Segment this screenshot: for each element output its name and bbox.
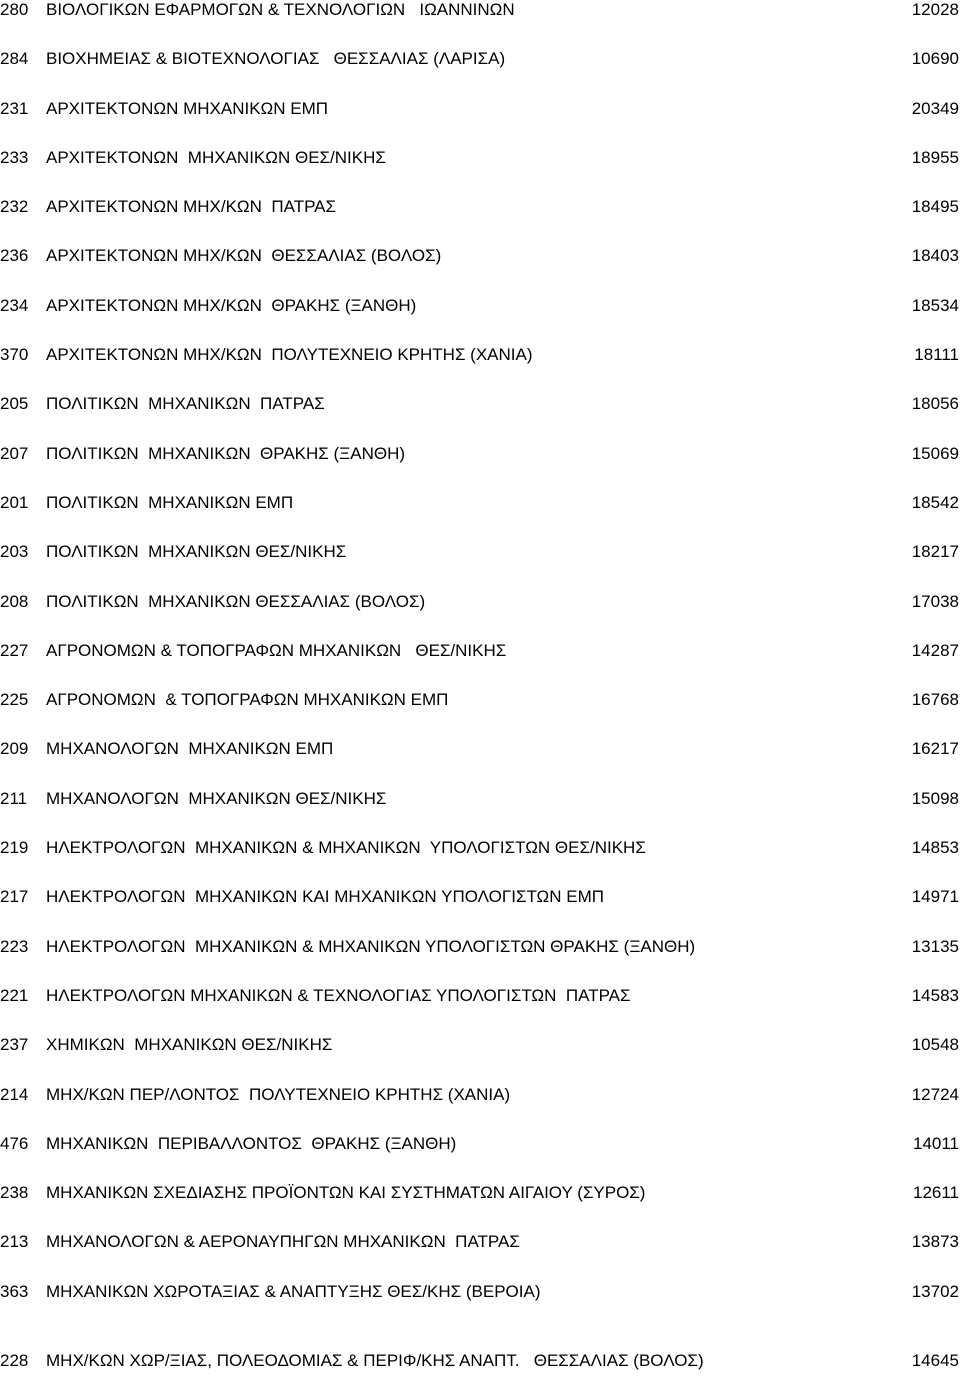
department-code: 203 <box>0 542 29 562</box>
department-name: ΑΡΧΙΤΕΚΤΟΝΩΝ ΜΗΧΑΝΙΚΩΝ ΕΜΠ <box>46 98 329 118</box>
department-name: ΜΗΧΑΝΟΛΟΓΩΝ & ΑΕΡΟΝΑΥΠΗΓΩΝ ΜΗΧΑΝΙΚΩΝ ΠΑΤΡΑΣ <box>46 1232 520 1252</box>
department-code: 237 <box>0 1035 29 1055</box>
table-row <box>0 1183 960 1232</box>
department-name: ΗΛΕΚΤΡΟΛΟΓΩΝ ΜΗΧΑΝΙΚΩΝ ΚΑΙ ΜΗΧΑΝΙΚΩΝ ΥΠΟΛΟΓΙΣΤΩΝ ΕΜΠ <box>46 887 605 907</box>
department-score: 18534 <box>911 295 959 315</box>
department-score: 14645 <box>911 1351 959 1371</box>
table-row <box>0 99 960 148</box>
department-score: 18403 <box>911 246 959 266</box>
department-code: 280 <box>0 0 29 19</box>
department-score: 14853 <box>911 838 959 858</box>
table-row <box>0 986 960 1035</box>
department-code: 214 <box>0 1084 29 1104</box>
department-score: 14971 <box>911 887 959 907</box>
table-row <box>0 789 960 838</box>
department-code: 476 <box>0 1133 29 1153</box>
department-code: 363 <box>0 1281 29 1301</box>
department-code: 209 <box>0 739 29 759</box>
department-score: 12611 <box>912 1183 959 1203</box>
department-name: ΧΗΜΙΚΩΝ ΜΗΧΑΝΙΚΩΝ ΘΕΣ/ΝΙΚΗΣ <box>46 1035 333 1055</box>
department-score: 18217 <box>911 542 959 562</box>
table-row <box>0 49 960 98</box>
department-score: 13135 <box>911 936 959 956</box>
table-row <box>0 1085 960 1134</box>
table-row <box>0 444 960 493</box>
department-code: 238 <box>0 1183 29 1203</box>
table-row <box>0 542 960 591</box>
department-code: 234 <box>0 295 29 315</box>
department-code: 233 <box>0 147 29 167</box>
department-score: 18542 <box>911 492 959 512</box>
department-score: 14583 <box>911 985 959 1005</box>
department-score: 10548 <box>911 1035 959 1055</box>
department-score: 17038 <box>911 591 959 611</box>
department-name: ΠΟΛΙΤΙΚΩΝ ΜΗΧΑΝΙΚΩΝ ΠΑΤΡΑΣ <box>46 394 325 414</box>
table-row <box>0 246 960 295</box>
department-name: ΑΡΧΙΤΕΚΤΟΝΩΝ ΜΗΧ/ΚΩΝ ΠΟΛΥΤΕΧΝΕΙΟ ΚΡΗΤΗΣ (ΧΑΝΙΑ) <box>46 345 533 365</box>
department-name: ΑΡΧΙΤΕΚΤΟΝΩΝ ΜΗΧ/ΚΩΝ ΘΡΑΚΗΣ (ΞΑΝΘΗ) <box>46 295 417 315</box>
table-row <box>0 1282 960 1331</box>
department-code: 221 <box>0 985 29 1005</box>
table-row <box>0 148 960 197</box>
department-code: 223 <box>0 936 29 956</box>
table-row <box>0 394 960 443</box>
table-row <box>0 739 960 788</box>
department-name: ΜΗΧ/ΚΩΝ ΠΕΡ/ΛΟΝΤΟΣ ΠΟΛΥΤΕΧΝΕΙΟ ΚΡΗΤΗΣ (ΧΑΝΙΑ) <box>46 1084 511 1104</box>
department-name: ΑΡΧΙΤΕΚΤΟΝΩΝ ΜΗΧ/ΚΩΝ ΘΕΣΣΑΛΙΑΣ (ΒΟΛΟΣ) <box>46 246 442 266</box>
department-score: 15098 <box>911 788 959 808</box>
table-row <box>0 1035 960 1084</box>
department-name: ΗΛΕΚΤΡΟΛΟΓΩΝ ΜΗΧΑΝΙΚΩΝ & ΜΗΧΑΝΙΚΩΝ ΥΠΟΛΟΓΙΣΤΩΝ ΘΕΣ/ΝΙΚΗΣ <box>46 838 646 858</box>
department-code: 232 <box>0 197 29 217</box>
table-row <box>0 592 960 641</box>
department-name: ΠΟΛΙΤΙΚΩΝ ΜΗΧΑΝΙΚΩΝ ΕΜΠ <box>46 492 294 512</box>
department-score: 18495 <box>911 197 959 217</box>
department-score: 16768 <box>911 690 959 710</box>
department-code: 219 <box>0 838 29 858</box>
department-name: ΗΛΕΚΤΡΟΛΟΓΩΝ ΜΗΧΑΝΙΚΩΝ & ΤΕΧΝΟΛΟΓΙΑΣ ΥΠΟΛΟΓΙΣΤΩΝ ΠΑΤΡΑΣ <box>46 985 631 1005</box>
table-row <box>0 641 960 690</box>
department-name: ΜΗΧΑΝΙΚΩΝ ΣΧΕΔΙΑΣΗΣ ΠΡΟΪΟΝΤΩΝ ΚΑΙ ΣΥΣΤΗΜΑΤΩΝ ΑΙΓΑΙΟΥ (ΣΥΡΟΣ) <box>46 1183 646 1203</box>
department-code: 217 <box>0 887 29 907</box>
table-row <box>0 838 960 887</box>
department-code: 284 <box>0 49 29 69</box>
department-code: 207 <box>0 443 29 463</box>
department-name: ΠΟΛΙΤΙΚΩΝ ΜΗΧΑΝΙΚΩΝ ΘΕΣΣΑΛΙΑΣ (ΒΟΛΟΣ) <box>46 591 426 611</box>
department-score: 10690 <box>911 49 959 69</box>
department-score: 13702 <box>911 1281 959 1301</box>
department-name: ΑΡΧΙΤΕΚΤΟΝΩΝ ΜΗΧ/ΚΩΝ ΠΑΤΡΑΣ <box>46 197 337 217</box>
department-code: 231 <box>0 98 29 118</box>
table-row <box>0 937 960 986</box>
department-score: 16217 <box>911 739 959 759</box>
table-row <box>0 197 960 246</box>
table-row <box>0 0 960 49</box>
department-name: ΒΙΟΧΗΜΕΙΑΣ & ΒΙΟΤΕΧΝΟΛΟΓΙΑΣ ΘΕΣΣΑΛΙΑΣ (ΛΑΡΙΣΑ) <box>46 49 506 69</box>
department-code: 227 <box>0 640 29 660</box>
department-name: ΑΓΡΟΝΟΜΩΝ & ΤΟΠΟΓΡΑΦΩΝ ΜΗΧΑΝΙΚΩΝ ΘΕΣ/ΝΙΚΗΣ <box>46 640 507 660</box>
department-score: 18111 <box>914 345 959 365</box>
department-name: ΜΗΧΑΝΟΛΟΓΩΝ ΜΗΧΑΝΙΚΩΝ ΕΜΠ <box>46 739 334 759</box>
department-name: ΠΟΛΙΤΙΚΩΝ ΜΗΧΑΝΙΚΩΝ ΘΡΑΚΗΣ (ΞΑΝΘΗ) <box>46 443 406 463</box>
department-code: 205 <box>0 394 29 414</box>
table-row <box>0 296 960 345</box>
department-score: 18955 <box>911 147 959 167</box>
table-row <box>0 493 960 542</box>
table-row <box>0 1232 960 1281</box>
department-name: ΒΙΟΛΟΓΙΚΩΝ ΕΦΑΡΜΟΓΩΝ & ΤΕΧΝΟΛΟΓΙΩΝ ΙΩΑΝΝΙΝΩΝ <box>46 0 515 19</box>
table-row <box>0 887 960 936</box>
department-code: 211 <box>0 788 28 808</box>
department-code: 370 <box>0 345 29 365</box>
department-name: ΜΗΧΑΝΟΛΟΓΩΝ ΜΗΧΑΝΙΚΩΝ ΘΕΣ/ΝΙΚΗΣ <box>46 788 387 808</box>
table-row <box>0 690 960 739</box>
department-code: 213 <box>0 1232 29 1252</box>
department-score: 13873 <box>911 1232 959 1252</box>
department-name: ΠΟΛΙΤΙΚΩΝ ΜΗΧΑΝΙΚΩΝ ΘΕΣ/ΝΙΚΗΣ <box>46 542 347 562</box>
department-score: 12724 <box>911 1084 959 1104</box>
department-code: 236 <box>0 246 29 266</box>
department-name: ΜΗΧΑΝΙΚΩΝ ΠΕΡΙΒΑΛΛΟΝΤΟΣ ΘΡΑΚΗΣ (ΞΑΝΘΗ) <box>46 1133 457 1153</box>
department-score: 15069 <box>911 443 959 463</box>
department-score: 12028 <box>911 0 959 19</box>
department-code: 201 <box>0 492 29 512</box>
department-name: ΑΓΡΟΝΟΜΩΝ & ΤΟΠΟΓΡΑΦΩΝ ΜΗΧΑΝΙΚΩΝ ΕΜΠ <box>46 690 449 710</box>
department-name: ΜΗΧ/ΚΩΝ ΧΩΡ/ΞΙΑΣ, ΠΟΛΕΟΔΟΜΙΑΣ & ΠΕΡΙΦ/ΚΗΣ ΑΝΑΠΤ. ΘΕΣΣΑΛΙΑΣ (ΒΟΛΟΣ) <box>46 1351 704 1371</box>
department-score: 14287 <box>911 640 959 660</box>
table-row <box>0 1134 960 1183</box>
department-score: 20349 <box>911 98 959 118</box>
table-row <box>0 345 960 394</box>
department-score: 14011 <box>912 1133 959 1153</box>
department-code: 225 <box>0 690 29 710</box>
department-name: ΗΛΕΚΤΡΟΛΟΓΩΝ ΜΗΧΑΝΙΚΩΝ & ΜΗΧΑΝΙΚΩΝ ΥΠΟΛΟΓΙΣΤΩΝ ΘΡΑΚΗΣ (ΞΑΝΘΗ) <box>46 936 696 956</box>
department-score: 18056 <box>911 394 959 414</box>
department-name: ΜΗΧΑΝΙΚΩΝ ΧΩΡΟΤΑΞΙΑΣ & ΑΝΑΠΤΥΞΗΣ ΘΕΣ/ΚΗΣ (ΒΕΡΟΙΑ) <box>46 1281 541 1301</box>
department-name: ΑΡΧΙΤΕΚΤΟΝΩΝ ΜΗΧΑΝΙΚΩΝ ΘΕΣ/ΝΙΚΗΣ <box>46 147 386 167</box>
department-code: 228 <box>0 1351 29 1371</box>
department-code: 208 <box>0 591 29 611</box>
